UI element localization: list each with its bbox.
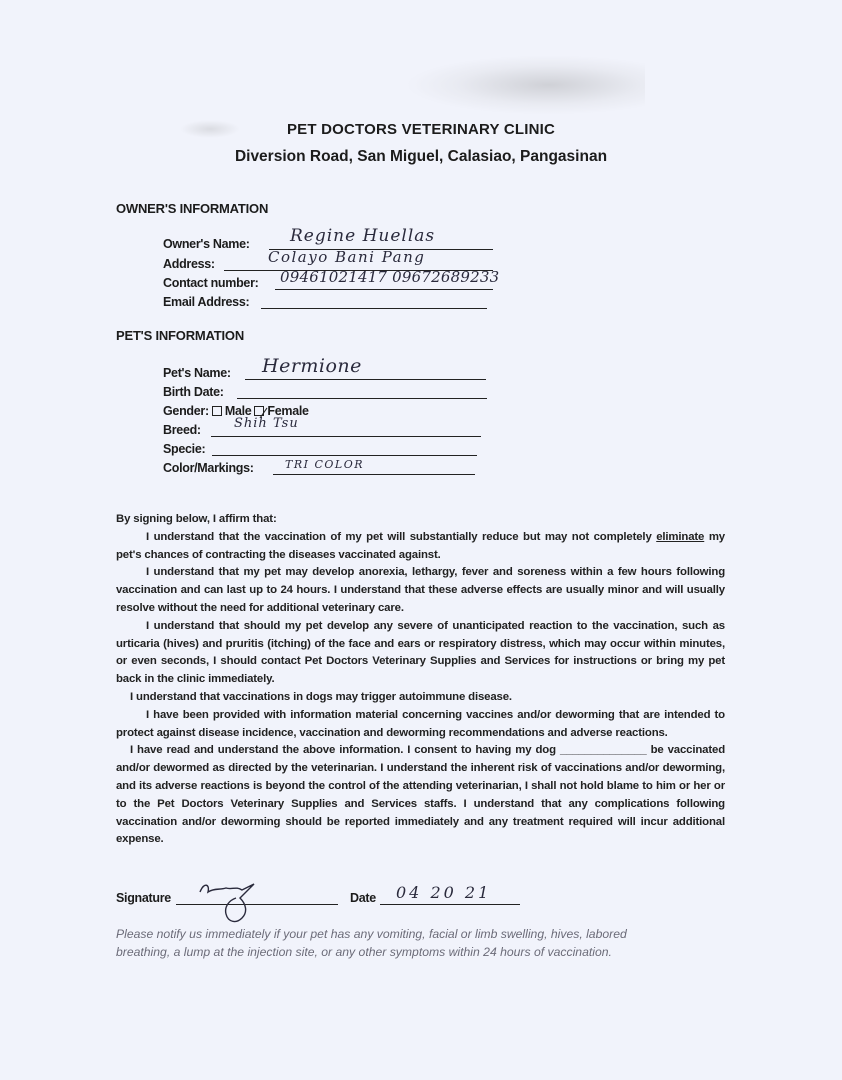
date-label: Date [350,891,376,905]
birth-date-label: Birth Date: [163,385,224,399]
contact-line [275,289,493,290]
notice-text: Please notify us immediately if your pet has any vomiting, facial or limb swelling, hives, labored breathing, a lump at the injection site, or any other symptoms within 24 hours of vaccination. [116,927,627,959]
male-label: Male [224,404,252,418]
breed-field[interactable]: Shih Tsu [234,416,299,431]
pet-name-label: Pet's Name: [163,366,231,380]
scan-smudge [405,55,645,115]
signature-mark[interactable] [196,878,266,928]
address-label: Address: [163,257,215,271]
gender-label: Gender: [163,404,209,418]
contact-label: Contact number: [163,276,259,290]
clinic-name: PET DOCTORS VETERINARY CLINIC [286,121,556,138]
pet-name-line [245,379,486,380]
contact-field[interactable]: 09461021417 09672689233 [280,268,500,286]
date-line [380,904,520,905]
owner-name-label: Owner's Name: [163,237,250,251]
affirmation-paragraph-1: I understand that the vaccination of my pet will substantially reduce but may not completely eliminate my pet's chances of contracting the diseases vaccinated against. [116,530,725,561]
breed-label: Breed: [163,423,201,437]
specie-label: Specie: [163,442,206,456]
dog-name-blank[interactable]: ______________ [559,744,647,757]
owner-section-heading: OWNER'S INFORMATION [116,201,269,216]
clinic-address: Diversion Road, San Miguel, Calasiao, Pangasinan [234,148,608,165]
male-checkbox[interactable] [212,406,222,416]
color-line [273,474,475,475]
date-field[interactable]: 04 20 21 [396,883,492,902]
affirmation-block [116,511,725,849]
owner-name-field[interactable]: Regine Huellas [290,226,436,246]
signature-label: Signature [116,891,171,905]
color-label: Color/Markings: [163,461,254,475]
birth-date-line [237,398,487,399]
pet-name-field[interactable]: Hermione [262,355,362,377]
color-field[interactable]: TRI COLOR [285,458,365,471]
female-checkbox[interactable] [254,406,264,416]
affirmation-paragraph-5: I have been provided with information material concerning vaccines and/or deworming that are intended to protect against disease incidence, vaccination and deworming recommendations and adverse reactions. [116,708,725,739]
affirmation-paragraph-4: I understand that vaccinations in dogs may trigger autoimmune disease. [130,690,512,703]
email-line [261,308,487,309]
breed-line [211,436,481,437]
email-label: Email Address: [163,295,250,309]
specie-line [212,455,477,456]
affirmation-paragraph-3: I understand that should my pet develop any severe of unanticipated reaction to the vaccination, such as urticaria (hives) and pruritis (itching) of the face and ears or respiratory distress, which may occur within minutes, or even seconds, I should contact Pet Doctors Veterinary Supplies and Services for instructions or bring my pet back in the clinic immediately. [116,619,725,686]
female-label: Female [267,404,309,418]
affirmation-heading: By signing below, I affirm that: [116,513,277,525]
pet-section-heading: PET'S INFORMATION [116,328,245,343]
address-field[interactable]: Colayo Bani Pang [268,248,426,266]
affirmation-paragraph-2: I understand that my pet may develop anorexia, lethargy, fever and soreness within a few hours following vaccination and can last up to 24 hours. I understand that these adverse effects are usually minor and will usually resolve without the need for additional veterinary care. [116,566,725,614]
affirmation-paragraph-6: I have read and understand the above information. I consent to having my dog ______________ be vaccinated and/or dewormed as directed by the veterinarian. I understand the inherent risk of vaccinations and/or deworming, and its adverse reactions is beyond the control of the attending veterinarian, I shall not hold blame to him or her or to the Pet Doctors Veterinary Supplies and Services staffs. I understand that any complications following vaccination and/or deworming should be reported immediately and any treatment required will incur additional expense. [116,744,726,846]
